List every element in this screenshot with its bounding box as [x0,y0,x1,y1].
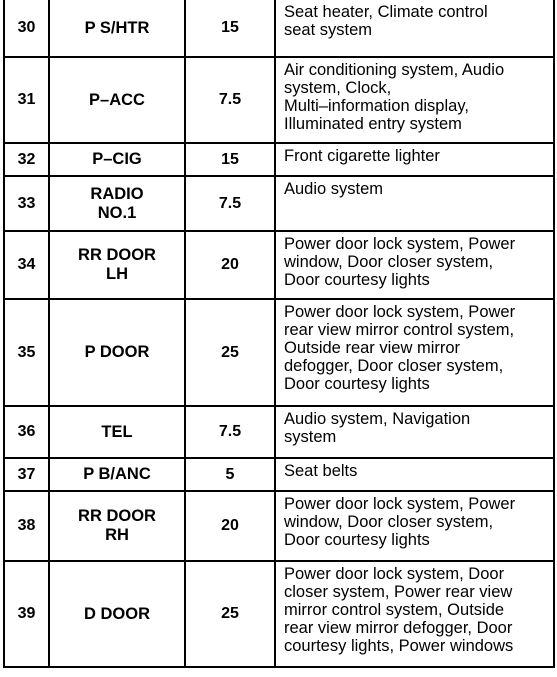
circuit-line: Audio system [284,180,384,198]
fuse-circuit [275,458,554,491]
circuit-line: Front cigarette lighter [284,147,440,165]
table-row [4,176,554,231]
fuse-ampere: 5 [185,458,275,491]
fuse-ampere: 15 [185,0,275,57]
circuit-line: rear view mirror defogger, Door [284,619,513,637]
fuse-circuit [275,143,554,176]
table-row [4,143,554,176]
fuse-number: 30 [4,0,49,57]
fuse-ampere: 25 [185,299,275,406]
fuse-ampere: 15 [185,143,275,176]
fuse-ampere: 7.5 [185,176,275,231]
fuse-circuit [275,176,554,231]
circuit-line: Power door lock system, Power [284,303,516,321]
circuit-line: Power door lock system, Power [284,235,516,253]
circuit-line: Outside rear view mirror [284,339,461,357]
circuit-line: Door courtesy lights [284,531,430,549]
fuse-ampere: 7.5 [185,406,275,458]
fuse-name [49,299,185,406]
fuse-number: 32 [4,143,49,176]
fuse-name-line: TEL [101,422,133,441]
table-row [4,561,554,667]
fuse-name-line: NO.1 [97,203,137,222]
fuse-ampere: 7.5 [185,57,275,143]
circuit-line: Multi–information display, [284,97,469,115]
fuse-ampere: 20 [185,491,275,561]
fuse-number: 35 [4,299,49,406]
fuse-name [49,561,185,667]
table-row [4,406,554,458]
table-row [4,57,554,143]
circuit-line: Air conditioning system, Audio [284,61,505,79]
circuit-line: Illuminated entry system [284,115,462,133]
fuse-name [49,491,185,561]
fuse-name-line: RH [105,526,129,544]
fuse-name-line: P B/ANC [83,465,151,483]
circuit-line: Seat belts [284,462,358,480]
fuse-name-line: P–ACC [89,90,145,109]
table-row [4,0,554,57]
fuse-circuit [275,491,554,561]
circuit-line: window, Door closer system, [284,253,494,271]
circuit-line: Audio system, Navigation [284,410,471,428]
circuit-line: Door courtesy lights [284,375,430,393]
table-row [4,491,554,561]
circuit-line: Door courtesy lights [284,271,430,289]
fuse-circuit [275,299,554,406]
table-row [4,458,554,491]
fuse-ampere: 25 [185,561,275,667]
circuit-line: defogger, Door closer system, [284,357,504,375]
fuse-number: 37 [4,458,49,491]
circuit-line: Power door lock system, Power [284,495,516,513]
fuse-name [49,176,185,231]
fuse-name-line: RR DOOR [78,507,156,525]
circuit-line: window, Door closer system, [284,513,494,531]
fuse-number: 31 [4,57,49,143]
circuit-line: rear view mirror control system, [284,321,515,339]
fuse-circuit [275,231,554,299]
fuse-name-line: LH [106,265,128,283]
fuse-name [49,458,185,491]
fuse-name [49,0,185,57]
circuit-line: closer system, Power rear view [284,583,513,601]
circuit-line: system [284,428,337,446]
fuse-number: 33 [4,176,49,231]
table-row [4,231,554,299]
fuse-name-line: D DOOR [84,604,150,623]
circuit-line: mirror control system, Outside [284,601,505,619]
fuse-name [49,231,185,299]
fuse-circuit [275,406,554,458]
circuit-line: Power door lock system, Door [284,565,505,583]
circuit-line: Seat heater, Climate control [284,3,488,21]
table-row [4,299,554,406]
fuse-name [49,143,185,176]
fuse-number: 36 [4,406,49,458]
fuse-name-line: P S/HTR [84,18,150,37]
fuse-number: 34 [4,231,49,299]
fuse-number: 39 [4,561,49,667]
fuse-number: 38 [4,491,49,561]
fuse-name-line: RADIO [90,184,144,203]
fuse-name-line: P DOOR [84,343,150,361]
circuit-line: system, Clock, [284,79,392,97]
fuse-circuit [275,57,554,143]
fuse-ampere: 20 [185,231,275,299]
fuse-circuit [275,561,554,667]
fuse-circuit [275,0,554,57]
fuse-name [49,406,185,458]
fuse-name-line: RR DOOR [78,246,156,264]
circuit-line: courtesy lights, Power windows [284,637,514,655]
fuse-name [49,57,185,143]
circuit-line: seat system [284,21,373,39]
fuse-name-line: P–CIG [92,150,142,168]
fuse-table [3,0,555,668]
